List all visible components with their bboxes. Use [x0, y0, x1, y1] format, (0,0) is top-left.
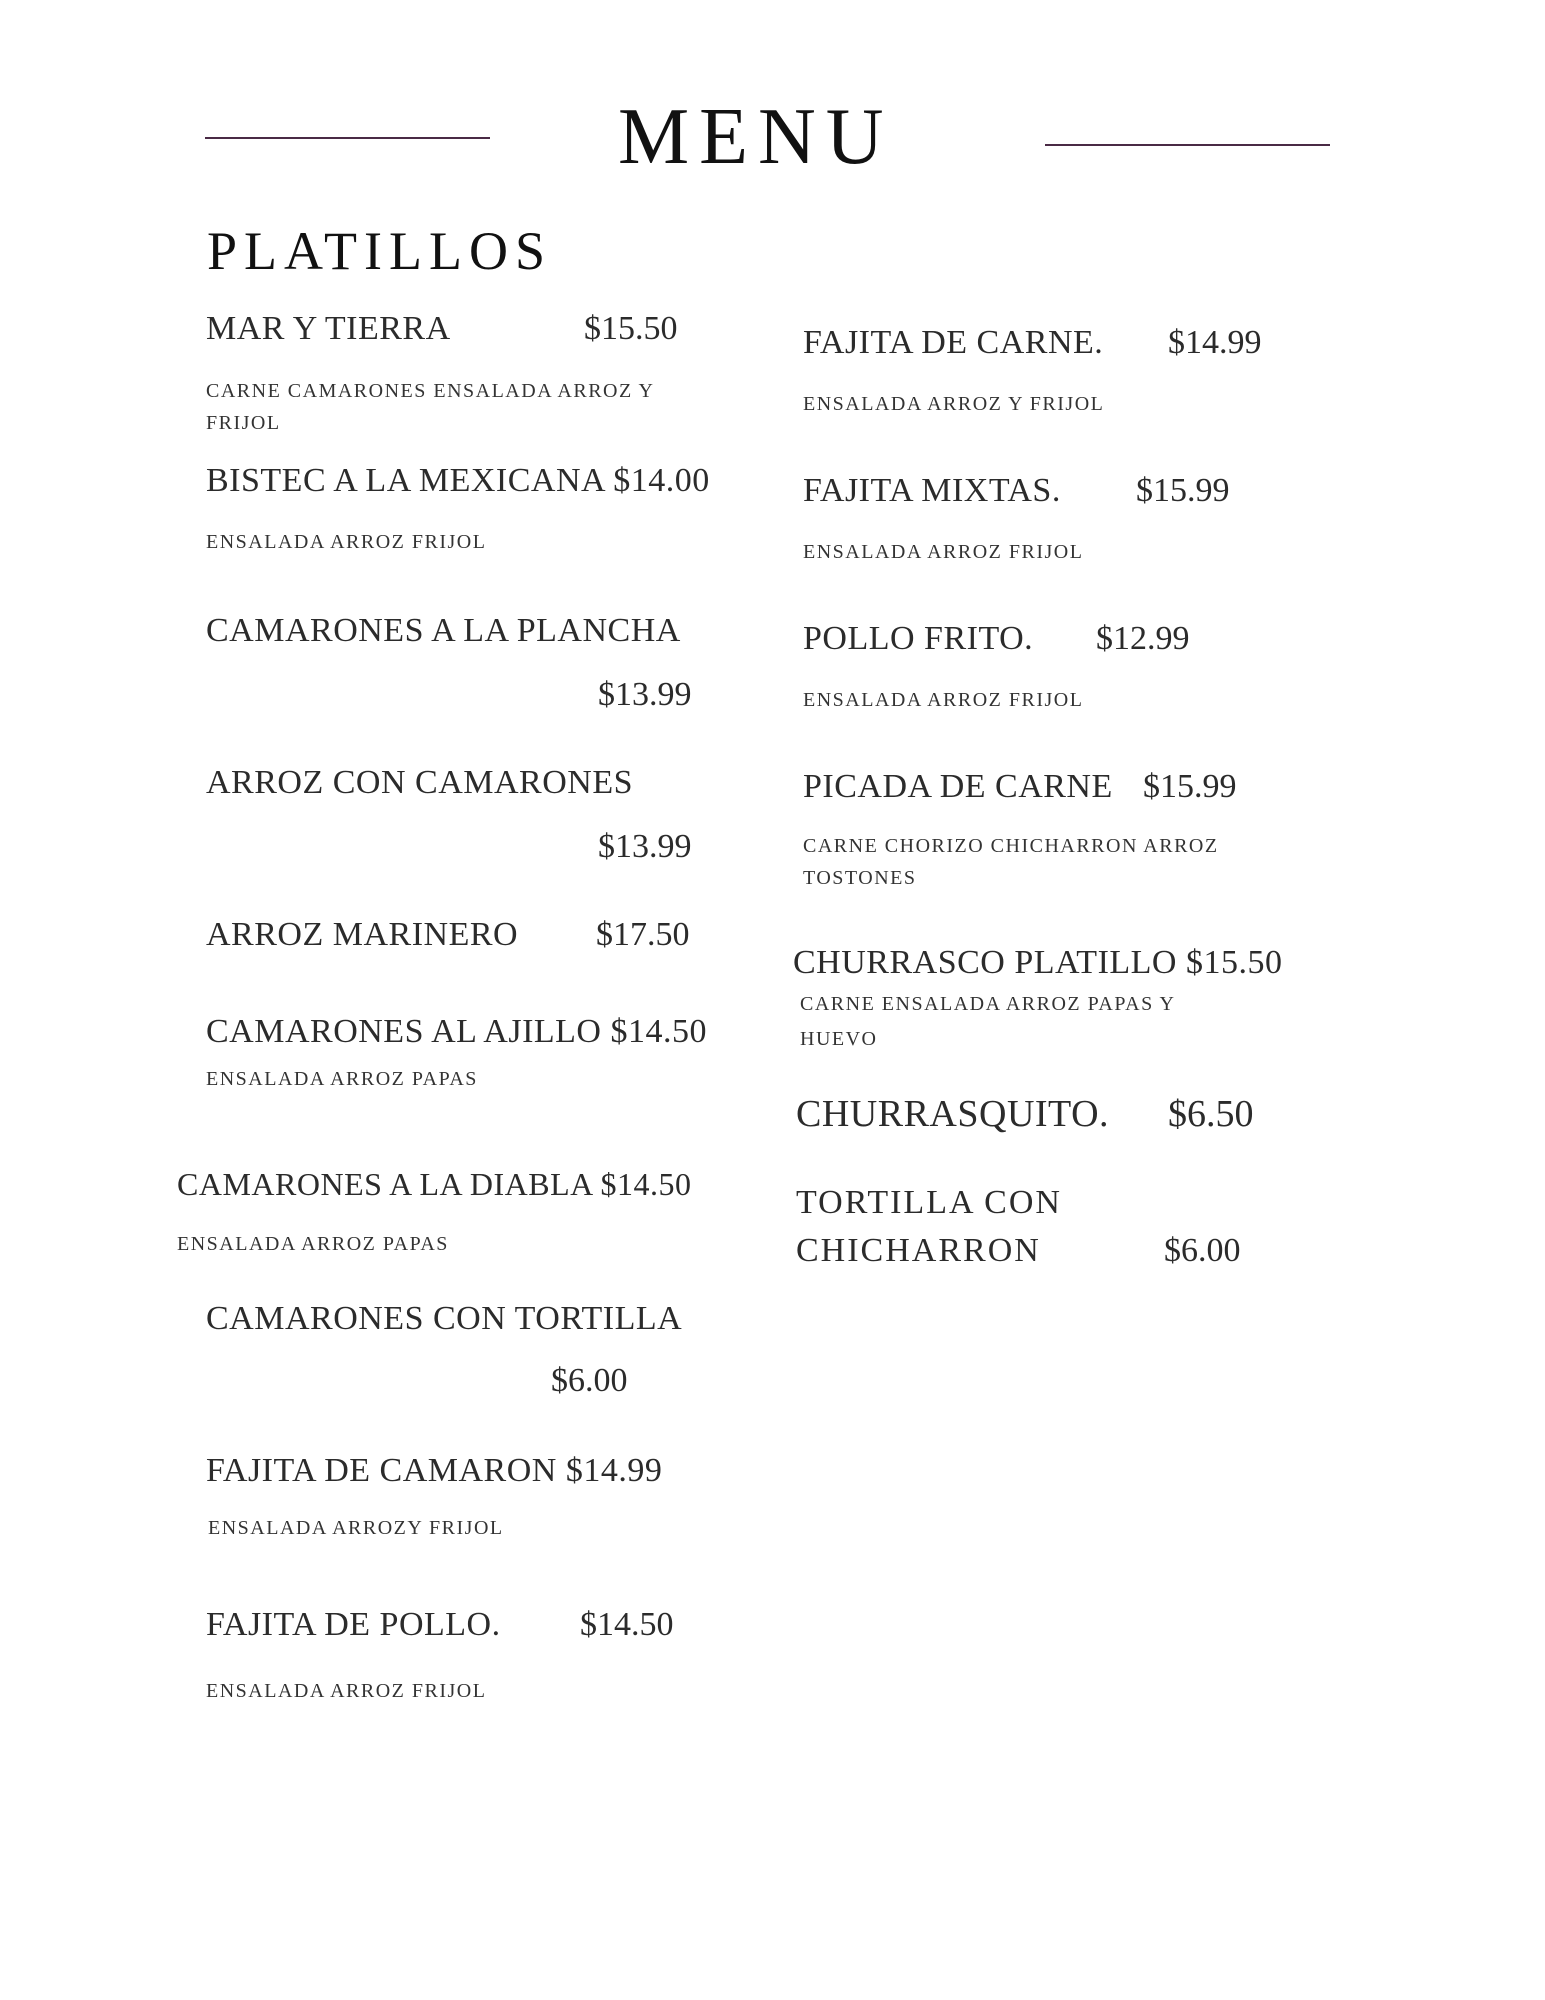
item-price: $14.50 — [580, 1606, 674, 1643]
section-title: PLATILLOS — [207, 221, 552, 281]
item-description: ENSALADA ARROZ FRIJOL — [206, 531, 487, 553]
item-description: ENSALADA ARROZ PAPAS — [177, 1233, 449, 1255]
item-name: FAJITA DE CARNE. — [803, 324, 1104, 361]
item-price: $6.50 — [1168, 1093, 1254, 1135]
item-description: ENSALADA ARROZY FRIJOL — [208, 1517, 504, 1539]
item-description: TOSTONES — [803, 867, 917, 889]
item-price: $13.99 — [598, 828, 692, 865]
left-decorative-line — [205, 137, 490, 139]
item-description: ENSALADA ARROZ Y FRIJOL — [803, 393, 1105, 415]
item-name: CHURRASQUITO. — [796, 1093, 1110, 1135]
item-description: ENSALADA ARROZ FRIJOL — [803, 689, 1084, 711]
item-price: $15.99 — [1136, 472, 1230, 509]
item-description: CARNE CAMARONES ENSALADA ARROZ Y — [206, 380, 655, 402]
item-name: ARROZ MARINERO — [206, 916, 519, 953]
item-description: ENSALADA ARROZ PAPAS — [206, 1068, 478, 1090]
item-name: CAMARONES A LA DIABLA $14.50 — [177, 1166, 692, 1202]
item-name: FAJITA MIXTAS. — [803, 472, 1061, 509]
item-description: HUEVO — [800, 1028, 878, 1050]
item-name: FAJITA DE CAMARON $14.99 — [206, 1452, 663, 1489]
item-price: $6.00 — [1164, 1232, 1241, 1269]
item-description: CARNE ENSALADA ARROZ PAPAS Y — [800, 993, 1176, 1015]
item-name: CAMARONES AL AJILLO $14.50 — [206, 1013, 707, 1050]
item-description: FRIJOL — [206, 412, 281, 434]
item-price: $14.99 — [1168, 324, 1262, 361]
item-description: ENSALADA ARROZ FRIJOL — [206, 1680, 487, 1702]
item-name: POLLO FRITO. — [803, 620, 1034, 657]
item-price: $12.99 — [1096, 620, 1190, 657]
item-name: CHICHARRON — [796, 1232, 1041, 1269]
item-price: $15.50 — [584, 310, 678, 347]
item-name: TORTILLA CON — [796, 1184, 1062, 1221]
item-name: MAR Y TIERRA — [206, 310, 451, 347]
item-name: CAMARONES A LA PLANCHA — [206, 612, 681, 649]
item-name: FAJITA DE POLLO. — [206, 1606, 501, 1643]
right-decorative-line — [1045, 144, 1330, 146]
item-price: $17.50 — [596, 916, 690, 953]
item-name: ARROZ CON CAMARONES — [206, 764, 633, 801]
item-name: BISTEC A LA MEXICANA $14.00 — [206, 462, 710, 499]
item-name: CAMARONES CON TORTILLA — [206, 1300, 683, 1337]
item-price: $15.99 — [1143, 768, 1237, 805]
item-description: CARNE CHORIZO CHICHARRON ARROZ — [803, 835, 1219, 857]
menu-title: MENU — [618, 93, 894, 181]
item-price: $13.99 — [598, 676, 692, 713]
item-price: $6.00 — [551, 1362, 628, 1399]
item-name: CHURRASCO PLATILLO $15.50 — [793, 944, 1283, 981]
item-description: ENSALADA ARROZ FRIJOL — [803, 541, 1084, 563]
item-name: PICADA DE CARNE — [803, 768, 1113, 805]
